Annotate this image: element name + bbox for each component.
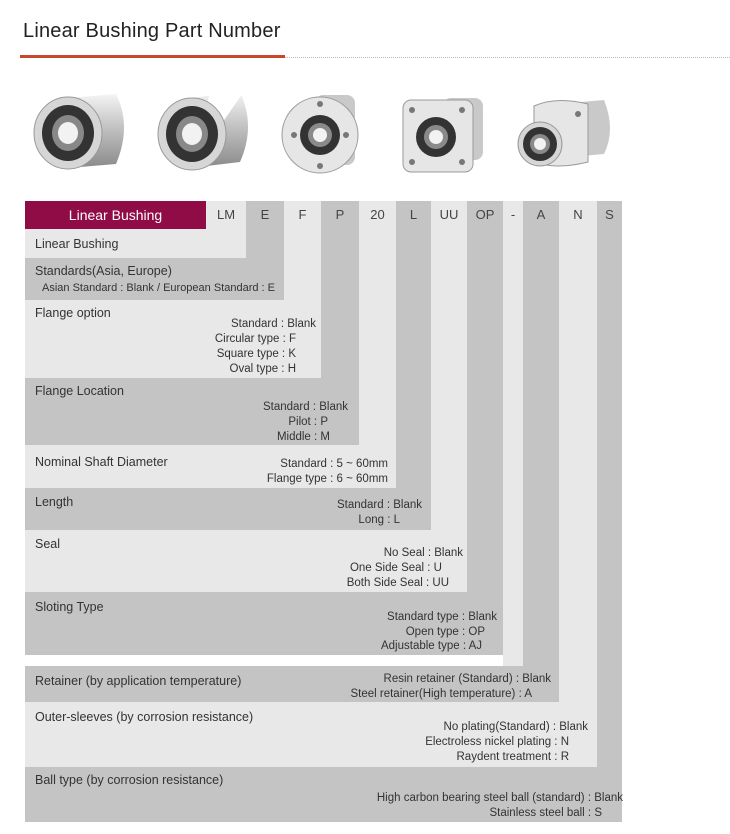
option-text: No plating(Standard) : Blank (443, 721, 588, 733)
header-code-p: P (335, 207, 345, 222)
option-text: No Seal : Blank (383, 547, 463, 559)
title-underline (20, 55, 285, 58)
row-label-outer-sleeves: Outer-sleeves (by corrosion resistance) (35, 710, 254, 724)
option-text: Steel retainer(High temperature) : A (350, 688, 532, 700)
header-linear-bushing: Linear Bushing (25, 201, 206, 229)
option-text: Both Side Seal : UU (346, 577, 449, 589)
header-code-a: A (536, 207, 546, 222)
option-text: Long : L (358, 514, 400, 526)
linear-bushing-square-flange-icon (398, 92, 493, 184)
row-label-flange-location: Flange Location (35, 384, 124, 398)
header-code-f: F (298, 207, 307, 222)
page-title: Linear Bushing Part Number (23, 20, 281, 42)
row-label-linear-bushing: Linear Bushing (35, 237, 119, 251)
header-code-n: N (573, 207, 583, 222)
header-code-dash: - (510, 207, 516, 222)
header-code-e: E (260, 207, 270, 222)
row-label-seal: Seal (35, 537, 61, 551)
column-l (396, 201, 431, 530)
column-s (597, 201, 622, 822)
option-text: Pilot : P (288, 416, 328, 428)
option-text: Flange type : 6 ~ 60mm (266, 473, 388, 485)
option-text: Adjustable type : AJ (380, 640, 482, 652)
option-text: Open type : OP (405, 626, 485, 638)
option-text: Standard : Blank (262, 401, 348, 413)
row-label-retainer: Retainer (by application temperature) (35, 674, 242, 688)
column-dash (503, 201, 523, 666)
option-text: Square type : K (216, 348, 296, 360)
option-text: Stainless steel ball : S (489, 807, 602, 819)
header-code-20: 20 (370, 207, 385, 222)
header-code-l: L (409, 207, 418, 222)
header-code-s: S (605, 207, 614, 222)
header-code-op: OP (475, 207, 495, 222)
option-text: Standard : 5 ~ 60mm (280, 458, 388, 470)
option-text: Resin retainer (Standard) : Blank (383, 673, 551, 685)
row-label-length: Length (35, 495, 74, 509)
option-text: Middle : M (276, 431, 330, 443)
option-text: Electroless nickel plating : N (425, 736, 569, 748)
linear-bushing-oval-flange-icon (508, 92, 618, 182)
option-text: Standard type : Blank (387, 611, 497, 623)
row-label-flange-option: Flange option (35, 306, 111, 320)
column-a (523, 201, 559, 702)
title-dotted-rule (285, 57, 730, 58)
linear-bushing-standard-icon (28, 86, 138, 186)
option-text: Standard : Blank (336, 499, 422, 511)
option-text: Circular type : F (214, 333, 296, 345)
column-op (467, 201, 503, 655)
option-text: Standard : Blank (230, 318, 316, 330)
linear-bushing-circular-flange-icon (280, 90, 370, 185)
standards-note: Asian Standard : Blank / European Standard : E (42, 282, 275, 294)
header-code-uu: UU (439, 207, 459, 222)
row-label-standards: Standards(Asia, Europe) (35, 264, 172, 278)
option-text: High carbon bearing steel ball (standard) : Blank (376, 792, 623, 804)
column-uu (431, 201, 467, 592)
row-label-ball-type: Ball type (by corrosion resistance) (35, 773, 224, 787)
header-code-lm: LM (216, 207, 236, 222)
column-20 (359, 201, 396, 488)
linear-bushing-open-icon (150, 86, 260, 186)
row-label-sloting-type: Sloting Type (35, 600, 104, 614)
column-n (559, 201, 597, 767)
row-label-shaft-diameter: Nominal Shaft Diameter (35, 455, 168, 469)
option-text: One Side Seal : U (349, 562, 442, 574)
option-text: Raydent treatment : R (456, 751, 569, 763)
option-text: Oval type : H (229, 363, 296, 375)
